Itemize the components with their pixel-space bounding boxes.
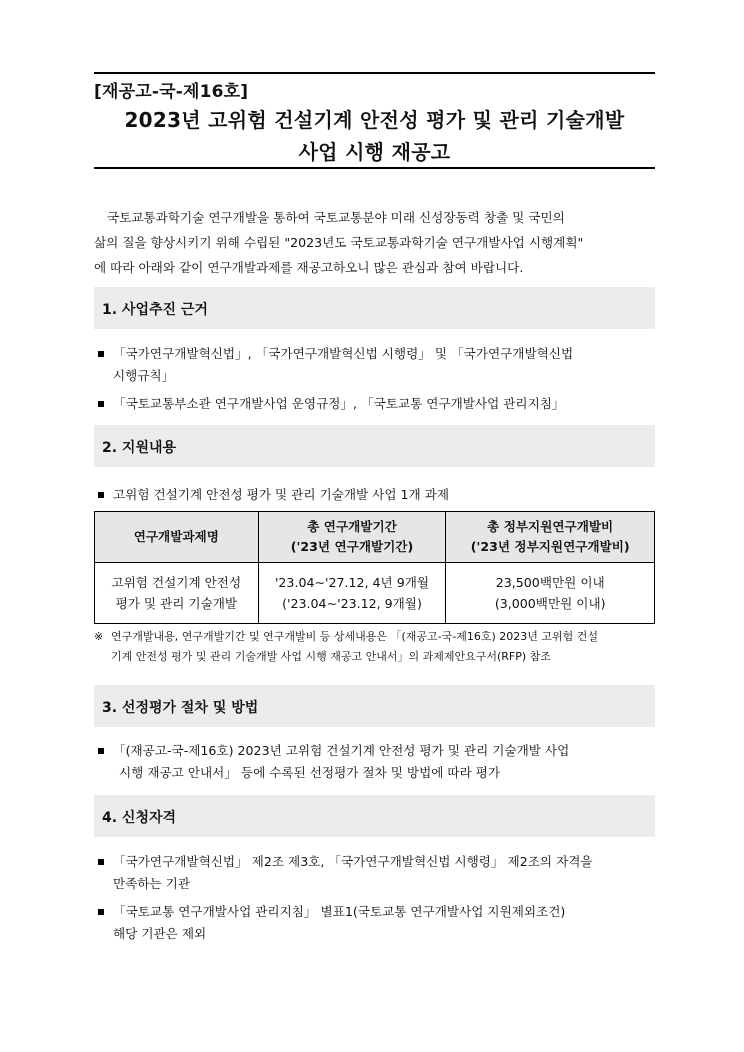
header-text: 총 정부지원연구개발비	[487, 519, 614, 534]
section-heading-support	[94, 425, 655, 467]
top-rule	[94, 72, 655, 74]
reference-mark: ※	[94, 630, 104, 643]
square-bullet-icon	[98, 909, 104, 915]
square-bullet-icon	[98, 859, 104, 865]
cell-text: 평가 및 관리 기술개발	[115, 596, 238, 611]
table-cell-period	[258, 563, 446, 624]
title-bottom-rule	[94, 167, 655, 169]
section-heading-text: 1. 사업추진 근거	[102, 302, 208, 318]
cell-text: ('23.04∼'23.12, 9개월)	[282, 596, 422, 611]
intro-line-2: 삶의 질을 향상시키기 위해 수립된 "2023년도 국토교통과학기술 연구개발사업 시행계획"	[94, 235, 584, 250]
section-heading-eligibility	[94, 795, 655, 837]
page-title-line2: 사업 시행 재공고	[298, 140, 451, 164]
square-bullet-icon	[98, 401, 104, 407]
section-heading-text: 2. 지원내용	[102, 440, 177, 456]
intro-line-3: 에 따라 아래와 같이 연구개발과제를 재공고하오니 많은 관심과 참여 바랍니다.	[94, 260, 524, 275]
footnote-line2: 기계 안전성 평가 및 관리 기술개발 사업 시행 재공고 안내서」의 과제제안요구서(RFP) 참조	[111, 650, 551, 663]
cell-text: 고위험 건설기계 안전성	[111, 575, 242, 590]
notice-number: [재공고-국-제16호]	[94, 82, 249, 102]
square-bullet-icon	[98, 748, 104, 754]
table-row	[95, 563, 655, 624]
bullet-text-line2: 해당 기관은 제외	[113, 926, 207, 941]
table-header-cell	[95, 512, 259, 563]
cell-text: '23.04∼'27.12, 4년 9개월	[274, 575, 430, 590]
table-cell-budget	[446, 563, 655, 624]
bullet-text-line2: 시행 재공고 안내서」 등에 수록된 선정평가 절차 및 방법에 따라 평가	[119, 765, 501, 780]
intro-line-1: 국토교통과학기술 연구개발을 통하여 국토교통분야 미래 신성장동력 창출 및 국민의	[107, 210, 565, 225]
header-text: 총 연구개발기간	[307, 519, 397, 534]
table-header-row	[95, 512, 655, 563]
header-text: 연구개발과제명	[133, 529, 219, 544]
header-subtext: ('23년 정부지원연구개발비)	[470, 539, 630, 554]
section-heading-basis	[94, 287, 655, 329]
bullet-text-line1: 「국토교통 연구개발사업 관리지침」 별표1(국토교통 연구개발사업 지원제외조건)	[113, 904, 566, 919]
section-heading-evaluation	[94, 685, 655, 727]
bullet-text-line1: 「국가연구개발혁신법」 제2조 제3호, 「국가연구개발혁신법 시행령」 제2조의 자격을	[113, 854, 593, 869]
section-heading-text: 3. 선정평가 절차 및 방법	[102, 700, 259, 716]
bullet-text-line1: 「국가연구개발혁신법」, 「국가연구개발혁신법 시행령」 및 「국가연구개발혁신법	[113, 346, 574, 361]
bullet-text-line2: 만족하는 기관	[113, 876, 190, 891]
bullet-text-line1: 「국토교통부소관 연구개발사업 운영규정」, 「국토교통 연구개발사업 관리지침」	[113, 396, 565, 411]
cell-text: (3,000백만원 이내)	[494, 596, 606, 611]
intro-paragraph	[94, 205, 655, 280]
support-table	[94, 511, 655, 624]
table-header-cell	[258, 512, 446, 563]
footnote-line1: 연구개발내용, 연구개발기간 및 연구개발비 등 상세내용은 「(재공고-국-제16호) 2023년 고위험 건설	[111, 630, 599, 643]
header-subtext: ('23년 연구개발기간)	[290, 539, 414, 554]
bullet-text-line1: 고위험 건설기계 안전성 평가 및 관리 기술개발 사업 1개 과제	[113, 487, 450, 502]
square-bullet-icon	[98, 351, 104, 357]
table-cell-project	[95, 563, 259, 624]
square-bullet-icon	[98, 492, 104, 498]
table-header-cell	[446, 512, 655, 563]
bullet-text-line1: 「(재공고-국-제16호) 2023년 고위험 건설기계 안전성 평가 및 관리 기술개발 사업	[113, 743, 570, 758]
bullet-text-line2: 시행규칙」	[113, 368, 175, 383]
page-title-line1: 2023년 고위험 건설기계 안전성 평가 및 관리 기술개발	[124, 108, 625, 132]
section-heading-text: 4. 신청자격	[102, 810, 177, 826]
cell-text: 23,500백만원 이내	[495, 575, 605, 590]
